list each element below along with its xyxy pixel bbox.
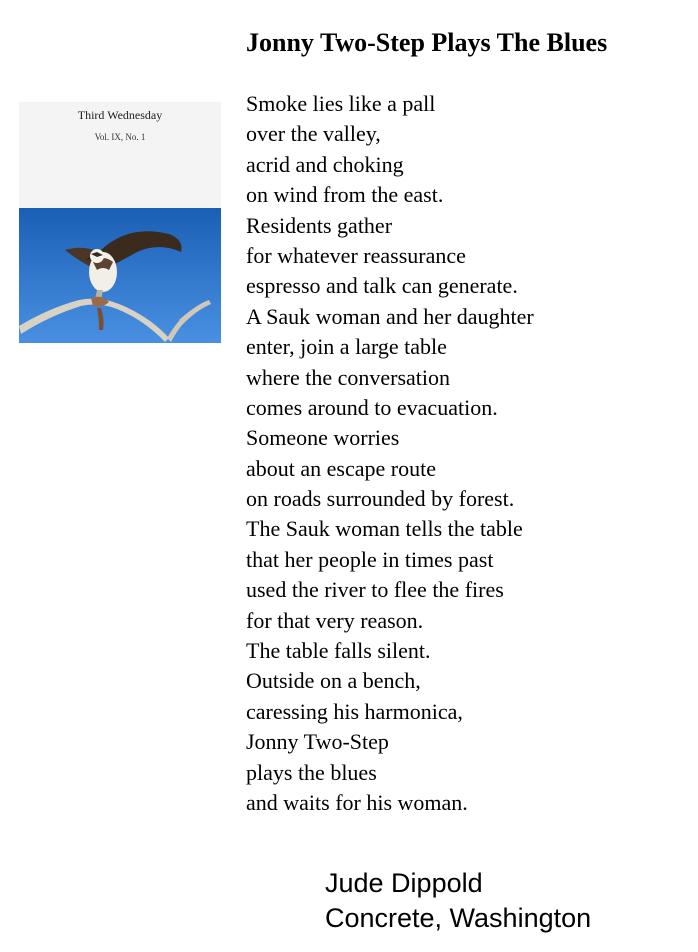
- poem-line: caressing his harmonica,: [246, 698, 463, 724]
- poem-body: [246, 89, 534, 818]
- author-location: Concrete, Washington: [325, 903, 592, 933]
- poem-line: Residents gather: [246, 212, 393, 238]
- poem-line: espresso and talk can generate.: [246, 273, 518, 299]
- poem-line: Smoke lies like a pall: [246, 91, 436, 116]
- journal-volume: Vol. IX, No. 1: [94, 132, 146, 142]
- poem-line: Someone worries: [246, 425, 400, 451]
- poem-line: where the conversation: [246, 364, 451, 390]
- poem-line: The table falls silent.: [246, 638, 431, 664]
- poem-line: A Sauk woman and her daughter: [246, 303, 534, 329]
- poem-line: Outside on a bench,: [246, 668, 421, 694]
- poem-line: plays the blues: [246, 759, 377, 785]
- poem-line: Jonny Two-Step: [246, 729, 389, 755]
- poem-line: over the valley,: [246, 121, 381, 147]
- poem-line: comes around to evacuation.: [246, 394, 498, 420]
- poem-line: about an escape route: [246, 455, 436, 481]
- osprey-photo-icon: [19, 208, 221, 343]
- poem-line: on wind from the east.: [246, 182, 444, 208]
- poem-line: The Sauk woman tells the table: [246, 516, 523, 542]
- poem-line: on roads surrounded by forest.: [246, 486, 515, 512]
- poem-line: used the river to flee the fires: [246, 577, 504, 603]
- poem-line: for that very reason.: [246, 607, 424, 633]
- author-name: Jude Dippold: [325, 868, 483, 898]
- poem-line: enter, join a large table: [246, 334, 447, 360]
- journal-cover: [19, 102, 221, 343]
- poem-line: for whatever reassurance: [246, 242, 466, 268]
- journal-title: Third Wednesday: [77, 108, 163, 122]
- poem-line: and waits for his woman.: [246, 789, 468, 815]
- poem-line: acrid and choking: [246, 151, 404, 177]
- poem-title: Jonny Two-Step Plays The Blues: [246, 28, 608, 57]
- poem-line: that her people in times past: [246, 546, 494, 572]
